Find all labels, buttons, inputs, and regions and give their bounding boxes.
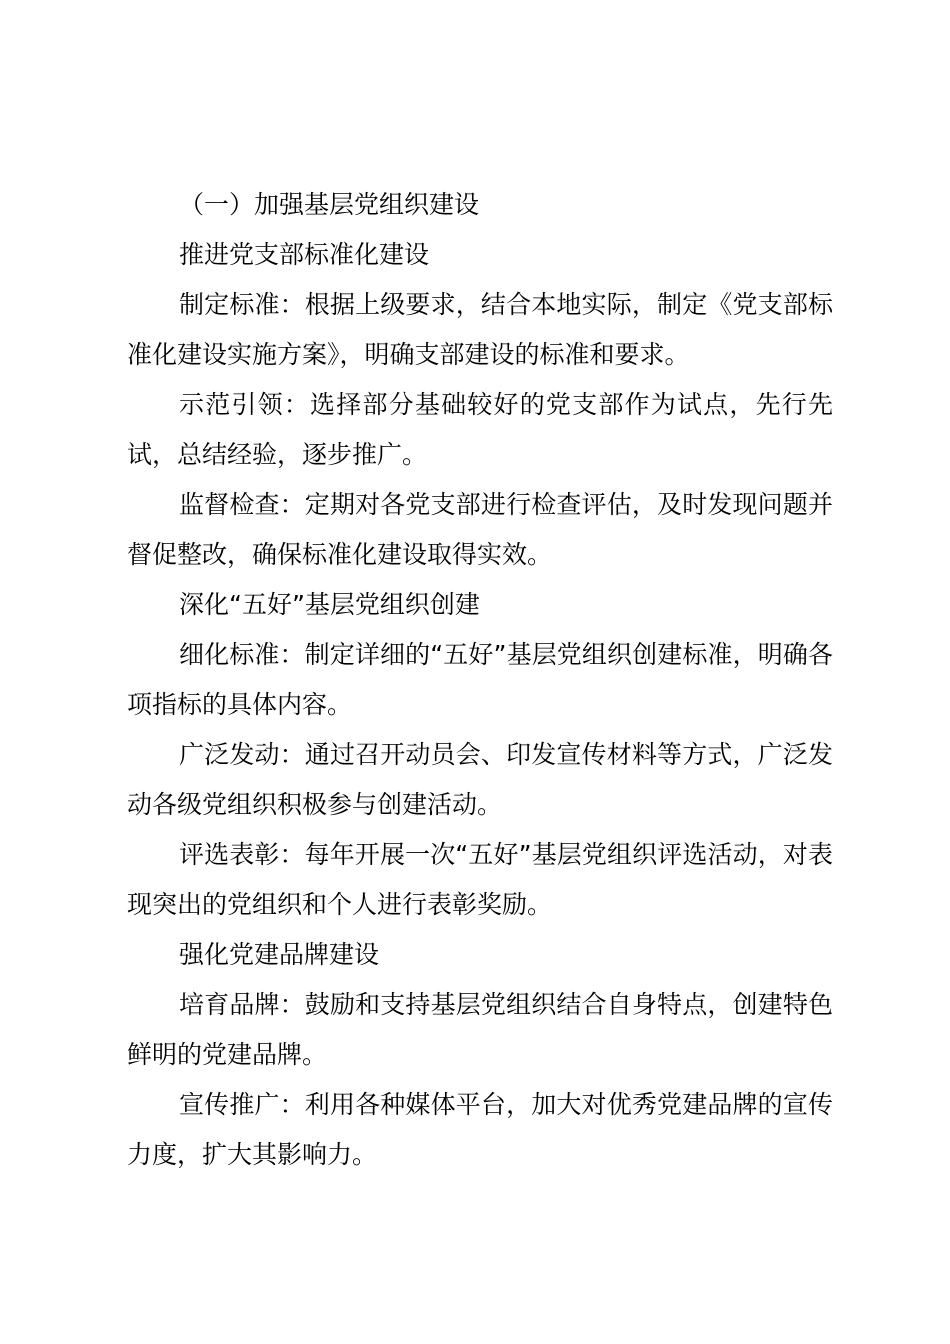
section-heading: （一）加强基层党组织建设 bbox=[179, 190, 480, 219]
paragraph-promotion: 宣传推广：利用各种媒体平台，加大对优秀党建品牌的宣传力度，扩大其影响力。 bbox=[127, 1090, 833, 1169]
paragraph-mobilization: 广泛发动：通过召开动员会、印发宣传材料等方式，广泛发动各级党组织积极参与创建活动。 bbox=[127, 740, 833, 819]
subsection-heading-five-good: 深化“五好”基层党组织创建 bbox=[179, 590, 480, 619]
paragraph-refine-standards: 细化标准：制定详细的“五好”基层党组织创建标准，明确各项指标的具体内容。 bbox=[127, 640, 833, 719]
paragraph-cultivate-brand: 培育品牌：鼓励和支持基层党组织结合自身特点，创建特色鲜明的党建品牌。 bbox=[127, 990, 833, 1069]
paragraph-demonstration: 示范引领：选择部分基础较好的党支部作为试点，先行先试，总结经验，逐步推广。 bbox=[127, 390, 833, 469]
document-body bbox=[127, 180, 833, 1180]
subsection-heading-branding: 强化党建品牌建设 bbox=[179, 940, 380, 969]
paragraph-commendation: 评选表彰：每年开展一次“五好”基层党组织评选活动，对表现突出的党组织和个人进行表彰奖励。 bbox=[127, 840, 833, 919]
paragraph-set-standards: 制定标准：根据上级要求，结合本地实际，制定《党支部标准化建设实施方案》，明确支部建设的标准和要求。 bbox=[127, 290, 833, 369]
subsection-heading-standardization: 推进党支部标准化建设 bbox=[179, 240, 430, 269]
paragraph-supervision: 监督检查：定期对各党支部进行检查评估，及时发现问题并督促整改，确保标准化建设取得实效。 bbox=[127, 490, 833, 569]
